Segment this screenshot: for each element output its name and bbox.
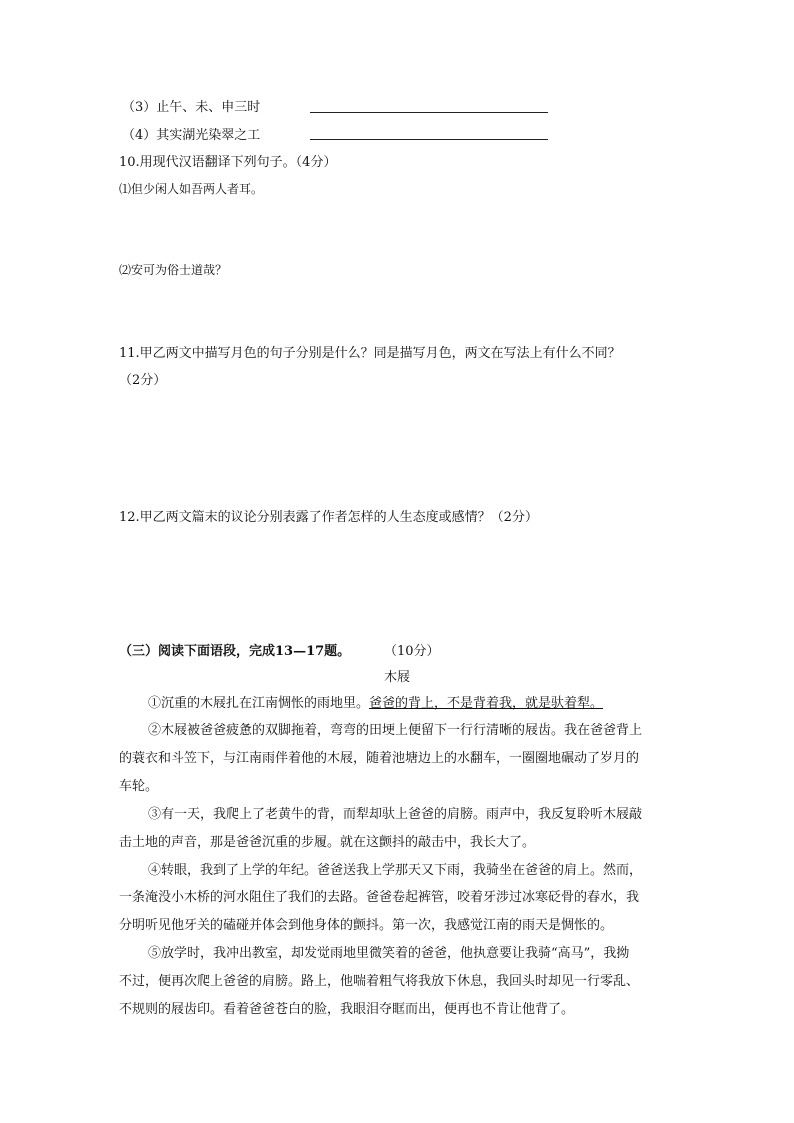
answer-line-4[interactable] <box>310 139 548 140</box>
fill-item-3-label: （3）止午、未、申三时 <box>122 100 261 115</box>
q11-stem-line2: （2分） <box>119 373 167 388</box>
q10-item-1: ⑴但少闲人如吾两人者耳。 <box>119 182 264 196</box>
q10-item-2: ⑵安可为俗士道哉？ <box>119 263 228 277</box>
paragraph-2-line-1: ②木屐被爸爸疲惫的双脚拖着，弯弯的田埂上便留下一行行清晰的屐齿。我在爸爸背上 <box>148 723 643 738</box>
paragraph-4-line-2: 一条淹没小木桥的河水阻住了我们的去路。爸爸卷起裤管，咬着牙涉过冰寒砭骨的春水，我 <box>119 890 640 905</box>
paragraph-2-line-3: 车轮。 <box>119 779 159 794</box>
q12-stem: 12.甲乙两文篇末的议论分别表露了作者怎样的人生态度或感情？（2分） <box>119 510 538 525</box>
paragraph-4-line-3: 分明听见他牙关的磕碰并体会到他身体的颤抖。第一次，我感觉江南的雨天是惆怅的。 <box>119 918 614 933</box>
paragraph-1-underlined-sentence: 爸爸的背上，不是背着我，就是驮着犁。 <box>369 696 604 711</box>
paragraph-4-line-1: ④转眼，我到了上学的年纪。爸爸送我上学那天又下雨，我骑坐在爸爸的肩上。然而， <box>148 863 643 878</box>
passage-title: 木屐 <box>384 670 411 685</box>
paragraph-1 <box>148 692 603 711</box>
fill-item-4-label: （4）其实湖光染翠之工 <box>122 128 261 143</box>
paragraph-5-line-1: ⑤放学时，我冲出教室，却发觉雨地里微笑着的爸爸，他执意要让我骑“高马”，我拗 <box>148 946 630 961</box>
paragraph-5-line-3: 不规则的屐齿印。看着爸爸苍白的脸，我眼泪夺眶而出，便再也不肯让他背了。 <box>119 1002 575 1017</box>
paragraph-5-line-2: 不过，便再次爬上爸爸的肩膀。路上，他喘着粗气将我放下休息，我回头时却见一行零乱、 <box>119 974 640 989</box>
section3-score: （10分） <box>384 644 440 659</box>
paragraph-3-line-1: ③有一天，我爬上了老黄牛的背，而犁却驮上爸爸的肩膀。雨声中，我反复聆听木屐敲 <box>148 807 643 822</box>
paragraph-1-text: ①沉重的木屐扎在江南惆怅的雨地里。 <box>148 696 370 711</box>
paragraph-2-line-2: 的蓑衣和斗笠下，与江南雨伴着他的木屐，随着池塘边上的水翻车，一圈圈地碾动了岁月的 <box>119 751 640 766</box>
section3-heading: （三）阅读下面语段，完成13—17题。 <box>119 644 351 659</box>
q10-stem: 10.用现代汉语翻译下列句子。（4分） <box>119 155 337 170</box>
paragraph-3-line-2: 击土地的声音，那是爸爸沉重的步履。就在这颤抖的敲击中，我长大了。 <box>119 835 536 850</box>
q11-stem-line1: 11.甲乙两文中描写月色的句子分别是什么？同是描写月色，两文在写法上有什么不同？ <box>119 346 621 361</box>
answer-line-3[interactable] <box>310 112 548 113</box>
